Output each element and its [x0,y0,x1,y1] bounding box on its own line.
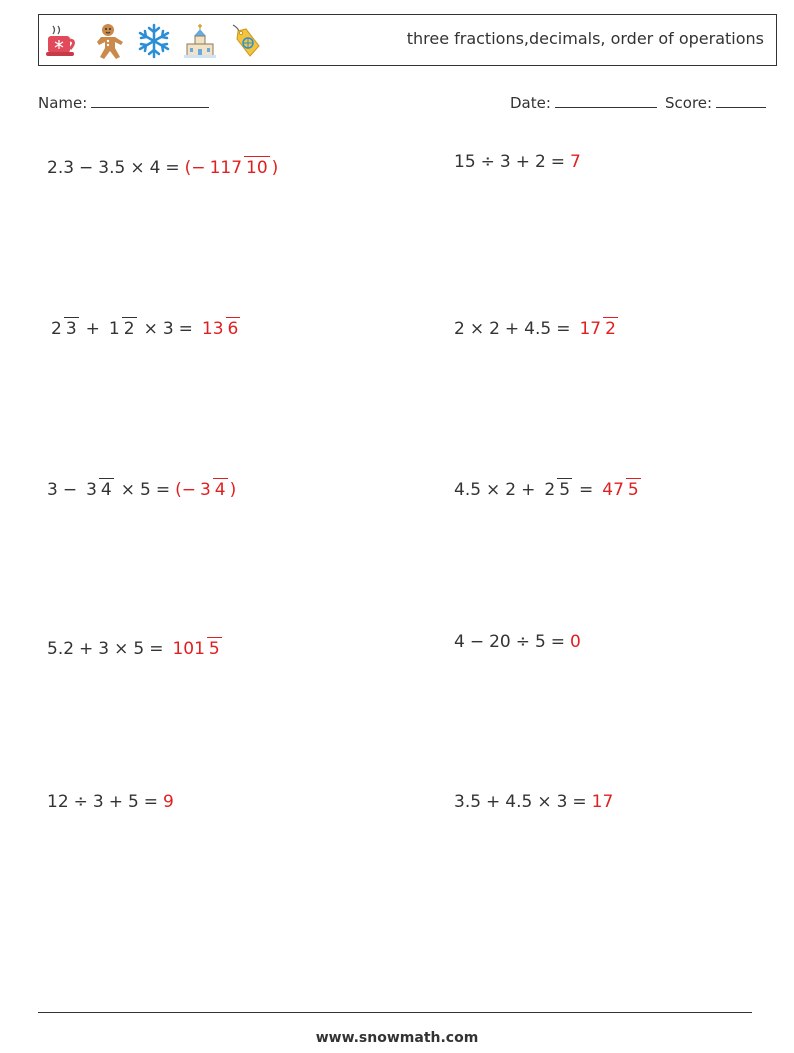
operator-1: + [85,319,100,339]
equals-sign: = [155,480,171,500]
operator-1: + [79,639,94,659]
worksheet-title: three fractions,decimals, order of operations [406,29,764,48]
operand-a: 12 [47,792,69,812]
operator-2: + [108,792,123,812]
operator-2: + [504,319,520,339]
name-line [91,93,209,108]
operator-1: × [486,480,501,500]
operand-c: 2 [534,152,546,172]
operator-2: × [114,639,129,659]
numerator: 47 [602,480,624,500]
operator-1: − [62,480,78,500]
operator-2: ÷ [515,632,530,652]
numerator: 2 [544,480,556,500]
operand-a: 3 [47,480,58,500]
operator-1: × [469,319,485,339]
denominator: 2 [605,319,616,339]
operand-b: 3 [98,639,110,659]
operand-a: 4 [454,632,465,652]
numerator: 17 [579,319,602,339]
answer [185,156,279,180]
tea-cup-icon [43,22,81,60]
equals-sign: = [143,792,159,812]
problem-4 [454,304,620,354]
operator-1: − [469,632,485,652]
worksheet-header [38,14,777,66]
gift-tag-icon [227,22,265,60]
operator-1: ÷ [73,792,88,812]
problem-7 [47,624,224,674]
operand-a: 3.5 [454,792,482,812]
equals-sign: = [149,639,164,659]
answer-paren-close: ) [271,158,279,178]
operand-c: 5 [133,639,145,659]
date-line [555,93,657,108]
operand-b: 3.5 [98,158,126,178]
problem-1 [47,143,278,193]
denominator: 5 [559,480,571,500]
operand-c-fraction [542,478,572,502]
operator-2: × [143,319,158,339]
denominator: 4 [100,480,112,500]
problem-5 [47,465,236,515]
footer-divider [38,1012,752,1013]
numerator: 101 [172,639,205,659]
equals-sign: = [550,632,566,652]
answer: 0 [570,632,581,652]
operator-1: − [79,158,94,178]
operand-a-fraction [49,317,79,341]
operand-a: 5.2 [47,639,75,659]
operator-2: × [120,480,135,500]
denominator: 3 [65,319,77,339]
answer-fraction [198,478,228,502]
problem-8 [454,617,581,667]
equals-sign: = [165,158,180,178]
operand-c: 4.5 [524,319,552,339]
operand-b-fraction [84,478,114,502]
footer-url[interactable]: www.snowmath.com [315,1030,479,1046]
problem-3 [47,304,242,354]
operand-b: 2 [505,480,517,500]
operand-c: 5 [534,632,546,652]
answer-fraction [208,156,270,180]
answer-fraction [577,317,617,341]
denominator: 2 [123,319,135,339]
score-field [665,93,766,112]
numerator: 117 [209,158,243,178]
operand-b: 20 [489,632,511,652]
name-field [38,93,209,112]
equals-sign: = [178,319,193,339]
answer-fraction [170,637,221,661]
denominator: 5 [208,639,220,659]
operand-c: 4 [149,158,161,178]
answer: 9 [163,792,174,812]
operator-1: ÷ [480,152,495,172]
operator-2: × [537,792,552,812]
name-label: Name: [38,94,88,112]
operand-c: 3 [556,792,568,812]
operand-a: 15 [454,152,476,172]
operand-a: 2 [454,319,465,339]
denominator: 10 [246,158,268,178]
answer [175,478,236,502]
numerator: 1 [108,319,120,339]
problem-2 [454,137,581,187]
operand-c: 5 [139,480,151,500]
score-label: Score: [665,94,713,112]
operator-2: + [515,152,530,172]
equals-sign: = [556,319,571,339]
snowflake-icon [135,22,173,60]
operand-b: 4.5 [505,792,533,812]
problem-10 [454,777,613,827]
operand-c: 3 [162,319,174,339]
numerator: 3 [86,480,97,500]
date-field [510,93,657,112]
problem-9 [47,777,174,827]
operand-c: 5 [127,792,139,812]
answer-fraction [600,478,640,502]
operator-2: × [130,158,145,178]
numerator: 3 [199,480,211,500]
equals-sign: = [550,152,566,172]
numerator: 2 [51,319,62,339]
answer-paren-close: ) [229,480,237,500]
operand-a: 2.3 [47,158,75,178]
operand-b-fraction [107,317,137,341]
church-icon [181,22,219,60]
answer-paren-open: (− [184,158,206,178]
equals-sign: = [579,480,594,500]
score-line [716,93,766,108]
operand-b: 3 [499,152,511,172]
denominator: 5 [627,480,639,500]
gingerbread-man-icon [89,22,127,60]
answer-paren-open: (− [175,480,196,500]
denominator: 4 [214,480,226,500]
operator-2: + [521,480,536,500]
date-label: Date: [510,94,551,112]
operator-1: + [486,792,501,812]
problem-6 [454,465,643,515]
answer: 7 [570,152,581,172]
answer: 17 [591,792,614,812]
numerator: 13 [201,319,224,339]
answer-fraction [200,317,240,341]
denominator: 6 [227,319,239,339]
operand-b: 2 [489,319,500,339]
operand-b: 3 [92,792,104,812]
operand-a: 4.5 [454,480,482,500]
equals-sign: = [572,792,587,812]
